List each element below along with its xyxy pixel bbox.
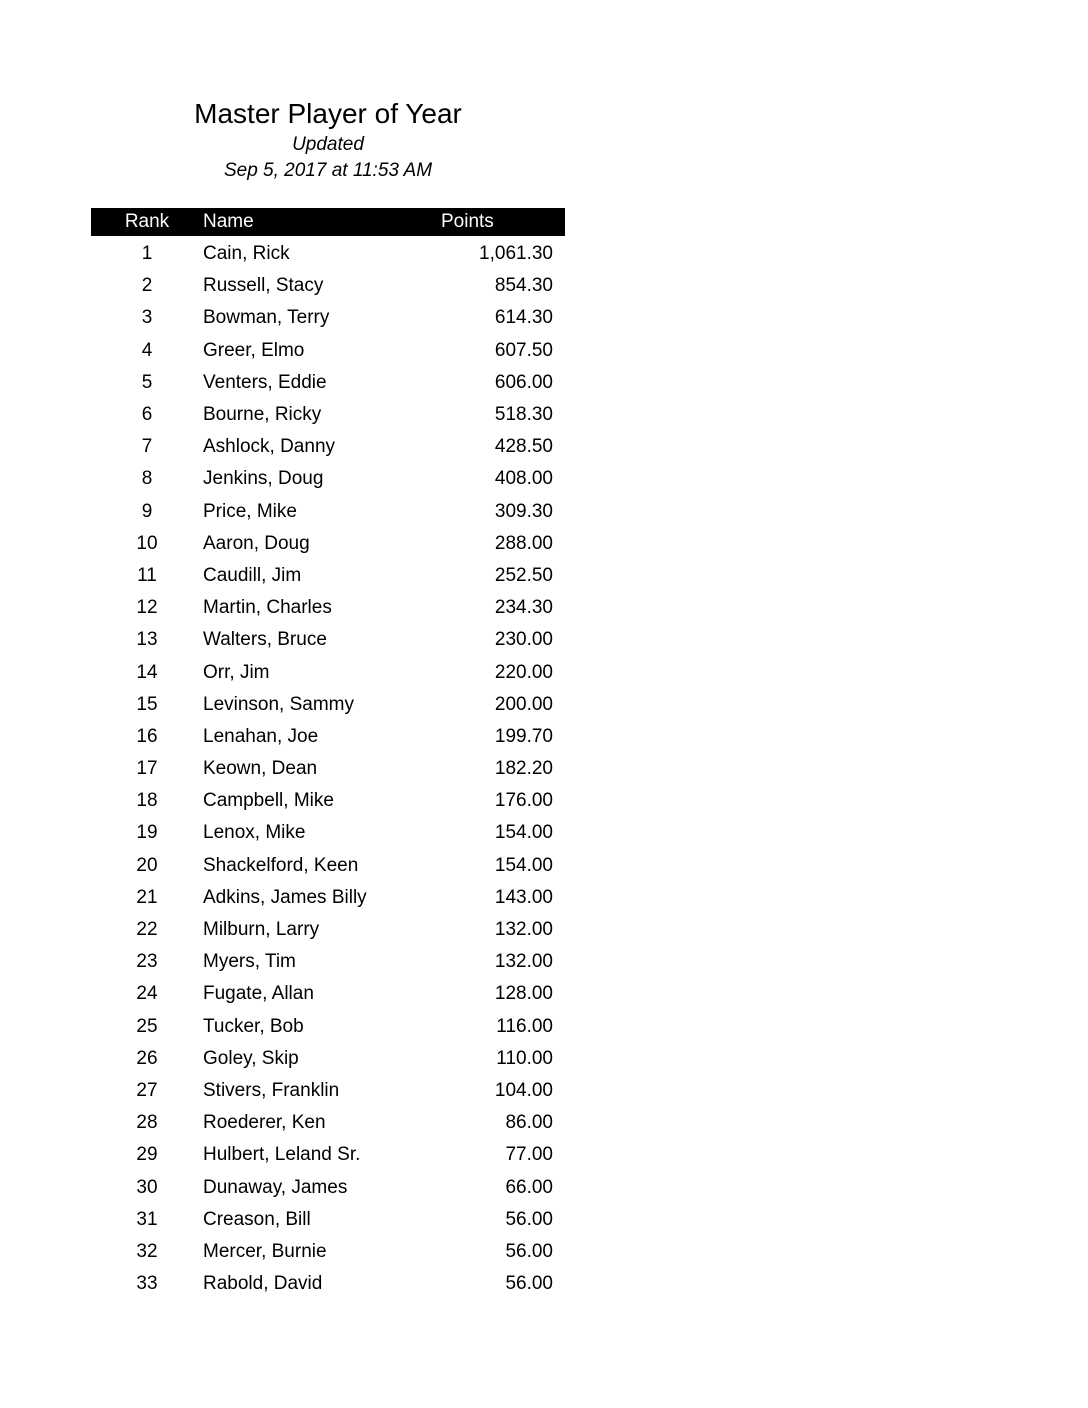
table-row: [91, 431, 565, 463]
name-cell: Fugate, Allan: [203, 983, 314, 1005]
rank-cell: 30: [136, 1176, 158, 1198]
rank-cell: 13: [136, 629, 158, 651]
points-cell: 220.00: [494, 661, 553, 683]
table-row: [91, 463, 565, 495]
table-row: [91, 302, 565, 334]
table-row: [91, 592, 565, 624]
rank-cell: 19: [136, 822, 158, 844]
name-cell: Russell, Stacy: [203, 275, 324, 297]
page-title: Master Player of Year: [194, 98, 462, 129]
rank-cell: 26: [136, 1047, 158, 1069]
points-cell: 56.00: [505, 1240, 553, 1262]
table-row: [91, 1204, 565, 1236]
rank-cell: 6: [141, 404, 153, 426]
points-cell: 408.00: [494, 468, 553, 490]
name-cell: Levinson, Sammy: [203, 693, 355, 715]
name-cell: Bourne, Ricky: [203, 404, 322, 426]
table-row: [91, 270, 565, 302]
name-cell: Lenahan, Joe: [203, 725, 319, 747]
rank-cell: 33: [136, 1273, 158, 1295]
table-row: [91, 335, 565, 367]
rank-cell: 29: [136, 1144, 158, 1166]
points-cell: 200.00: [494, 693, 553, 715]
points-cell: 116.00: [496, 1015, 553, 1037]
rank-cell: 1: [141, 243, 153, 265]
name-cell: Venters, Eddie: [203, 371, 327, 393]
points-cell: 104.00: [494, 1079, 553, 1101]
rank-cell: 17: [136, 758, 158, 780]
points-cell: 132.00: [494, 951, 553, 973]
points-cell: 56.00: [505, 1208, 553, 1230]
name-cell: Rabold, David: [203, 1273, 323, 1295]
table-row: [91, 785, 565, 817]
rank-cell: 12: [136, 597, 158, 619]
points-cell: 288.00: [494, 532, 553, 554]
rank-cell: 2: [141, 275, 153, 297]
rank-cell: 23: [136, 951, 158, 973]
table-row: [91, 1011, 565, 1043]
header-rank: Rank: [124, 211, 170, 232]
rank-cell: 8: [141, 468, 153, 490]
table-row: [91, 850, 565, 882]
points-cell: 86.00: [505, 1112, 553, 1134]
standings-table: [91, 208, 565, 1300]
points-cell: 143.00: [494, 886, 553, 908]
table-header: [91, 208, 565, 236]
name-cell: Lenox, Mike: [203, 822, 306, 844]
updated-label: Updated: [292, 134, 364, 155]
table-row: [91, 367, 565, 399]
name-cell: Hulbert, Leland Sr.: [203, 1144, 361, 1166]
rank-cell: 25: [136, 1015, 158, 1037]
rank-cell: 31: [136, 1208, 158, 1230]
rank-cell: 4: [141, 339, 153, 361]
name-cell: Dunaway, James: [203, 1176, 348, 1198]
table-row: [91, 624, 565, 656]
rank-cell: 27: [136, 1079, 158, 1101]
document-header: [190, 96, 466, 184]
table-row: [91, 1236, 565, 1268]
name-cell: Price, Mike: [203, 500, 297, 522]
name-cell: Tucker, Bob: [203, 1015, 304, 1037]
name-cell: Adkins, James Billy: [203, 886, 367, 908]
table-row: [91, 946, 565, 978]
points-cell: 66.00: [505, 1176, 553, 1198]
table-row: [91, 817, 565, 849]
name-cell: Campbell, Mike: [203, 790, 334, 812]
name-cell: Walters, Bruce: [203, 629, 327, 651]
table-row: [91, 689, 565, 721]
name-cell: Orr, Jim: [203, 661, 270, 683]
table-row: [91, 1171, 565, 1203]
table-row: [91, 528, 565, 560]
points-cell: 234.30: [494, 597, 553, 619]
name-cell: Jenkins, Doug: [203, 468, 324, 490]
points-cell: 132.00: [494, 919, 553, 941]
table-row: [91, 1268, 565, 1300]
points-cell: 128.00: [494, 983, 553, 1005]
points-cell: 199.70: [494, 725, 553, 747]
name-cell: Bowman, Terry: [203, 307, 330, 329]
points-cell: 56.00: [505, 1273, 553, 1295]
table-row: [91, 753, 565, 785]
points-cell: 176.00: [494, 790, 553, 812]
table-row: [91, 978, 565, 1010]
name-cell: Goley, Skip: [203, 1047, 299, 1069]
name-cell: Creason, Bill: [203, 1208, 311, 1230]
name-cell: Milburn, Larry: [203, 919, 320, 941]
rank-cell: 18: [136, 790, 158, 812]
points-cell: 182.20: [494, 758, 553, 780]
rank-cell: 11: [137, 564, 157, 586]
name-cell: Stivers, Franklin: [203, 1079, 340, 1101]
rank-cell: 24: [136, 983, 158, 1005]
table-row: [91, 721, 565, 753]
points-cell: 614.30: [494, 307, 553, 329]
points-cell: 309.30: [494, 500, 553, 522]
rank-cell: 16: [136, 725, 158, 747]
name-cell: Greer, Elmo: [203, 339, 305, 361]
name-cell: Martin, Charles: [203, 597, 332, 619]
points-cell: 1,061.30: [479, 243, 553, 265]
name-cell: Ashlock, Danny: [203, 436, 336, 458]
rank-cell: 3: [141, 307, 153, 329]
name-cell: Roederer, Ken: [203, 1112, 326, 1134]
name-cell: Keown, Dean: [203, 758, 318, 780]
points-cell: 428.50: [494, 436, 553, 458]
table-body: [91, 238, 565, 1300]
header-points: Points: [441, 211, 494, 232]
table-row: [91, 656, 565, 688]
table-row: [91, 496, 565, 528]
table-row: [91, 914, 565, 946]
rank-cell: 10: [136, 532, 158, 554]
points-cell: 230.00: [494, 629, 553, 651]
table-row: [91, 1139, 565, 1171]
name-cell: Cain, Rick: [203, 243, 290, 265]
points-cell: 607.50: [494, 339, 553, 361]
name-cell: Myers, Tim: [203, 951, 296, 973]
table-row: [91, 560, 565, 592]
points-cell: 110.00: [496, 1047, 553, 1069]
updated-timestamp: Sep 5, 2017 at 11:53 AM: [223, 160, 433, 181]
rank-cell: 14: [136, 661, 158, 683]
name-cell: Mercer, Burnie: [203, 1240, 327, 1262]
points-cell: 154.00: [494, 822, 553, 844]
points-cell: 606.00: [494, 371, 553, 393]
points-cell: 518.30: [494, 404, 553, 426]
rank-cell: 21: [136, 886, 158, 908]
rank-cell: 32: [136, 1240, 158, 1262]
rank-cell: 7: [141, 436, 153, 458]
table-row: [91, 1107, 565, 1139]
table-row: [91, 1043, 565, 1075]
rank-cell: 9: [141, 500, 153, 522]
points-cell: 252.50: [494, 564, 553, 586]
rank-cell: 22: [136, 919, 158, 941]
rank-cell: 15: [136, 693, 158, 715]
name-cell: Caudill, Jim: [203, 564, 302, 586]
rank-cell: 28: [136, 1112, 158, 1134]
name-cell: Shackelford, Keen: [203, 854, 359, 876]
rank-cell: 5: [141, 371, 153, 393]
table-row: [91, 238, 565, 270]
table-row: [91, 882, 565, 914]
points-cell: 854.30: [494, 275, 553, 297]
points-cell: 154.00: [494, 854, 553, 876]
points-cell: 77.00: [505, 1144, 553, 1166]
table-row: [91, 1075, 565, 1107]
header-name: Name: [203, 211, 254, 232]
table-row: [91, 399, 565, 431]
name-cell: Aaron, Doug: [203, 532, 310, 554]
rank-cell: 20: [136, 854, 158, 876]
